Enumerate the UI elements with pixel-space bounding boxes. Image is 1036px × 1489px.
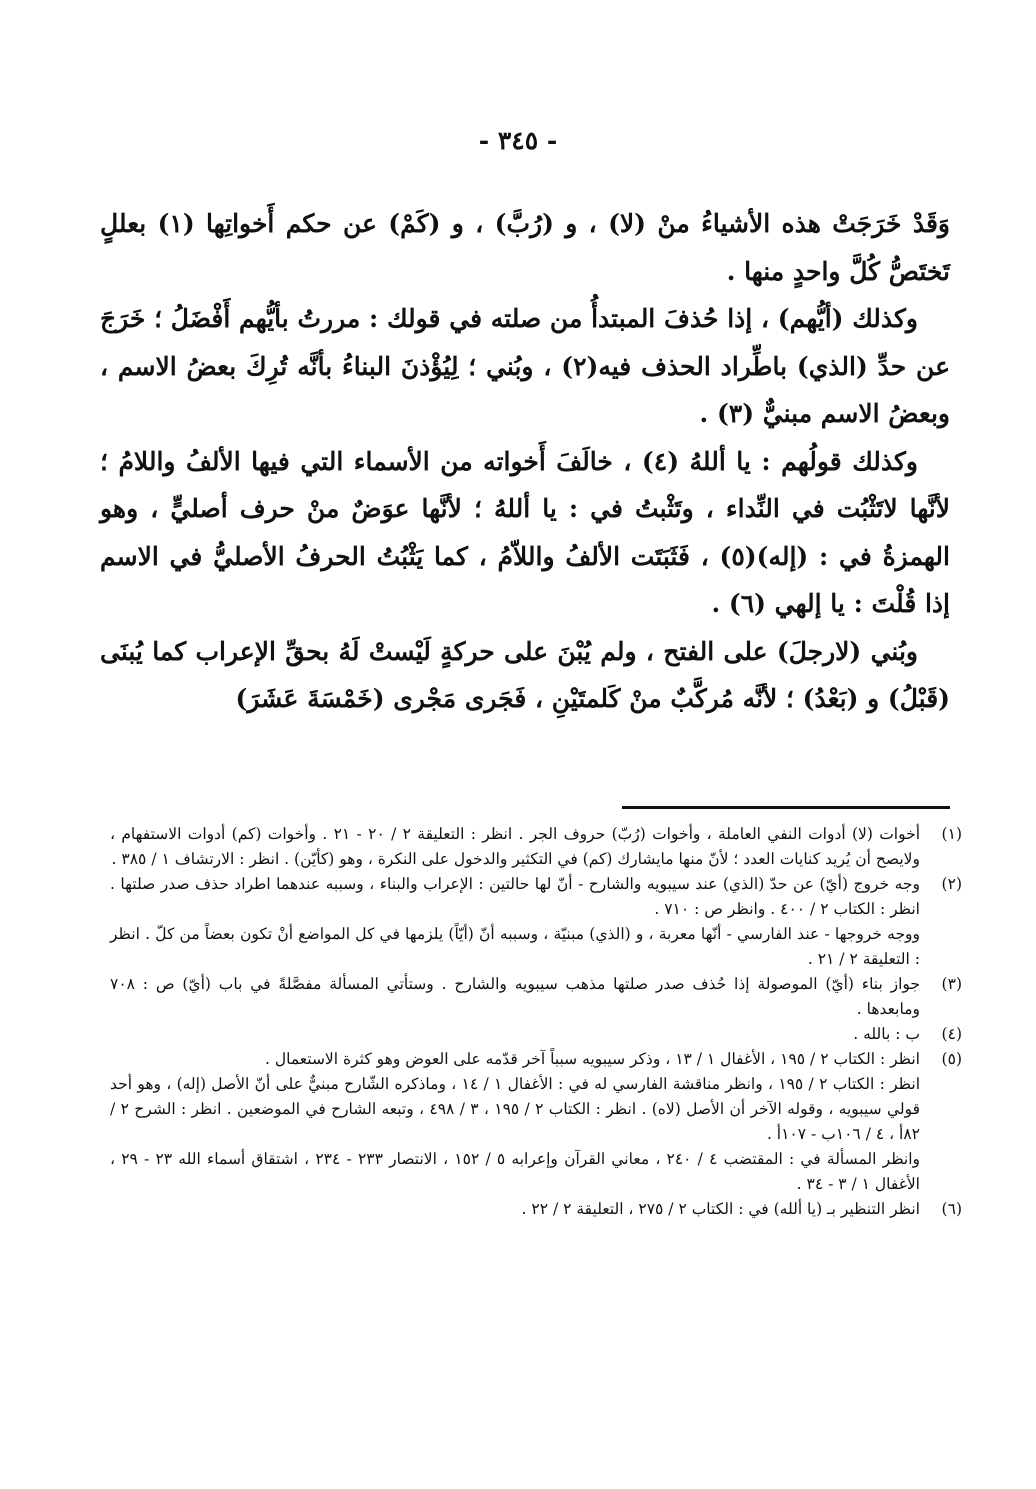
footnote-continuation: وانظر المسألة في : المقتضب ٤ / ٢٤٠ ، معاني القرآن وإعرابه ٥ / ١٥٢ ، الانتصار ٢٣٣ - ٢٣٤ ، اشتقاق أسماء الله ٢٣ - ٢٩ ، الأغفال ١ / ٣ - ٣٤ .	[110, 1150, 921, 1193]
footnote-number: (٣)	[941, 975, 962, 993]
page-number: - ٣٤٥ -	[478, 126, 558, 155]
footnote-number: (٦)	[941, 1200, 962, 1218]
footnote-text: انظر : الكتاب ٢ / ١٩٥ ، الأغفال ١ / ١٣ ، وذكر سيبويه سبباً آخر قدّمه على العوض وهو كثرة الاستعمال .	[264, 1050, 920, 1068]
footnote-number: (١)	[941, 825, 962, 843]
footnote-text: جواز بناء (أيّ) الموصولة إذا حُذف صدر صلتها مذهب سيبويه والشارح . وستأتي المسألة مفصَّلةً في باب (أيّ) ص : ٧٠٨ ومابعدها .	[110, 975, 920, 1018]
footnote-divider	[622, 806, 950, 809]
footnote-text: وجه خروج (أيّ) عن حدّ (الذي) عند سيبويه والشارح - أنّ لها حالتين : الإعراب والبناء ، وسببه عندهما اطراد حذف صدر صلتها . انظر : الكتاب ٢ / ٤٠٠ . وانظر ص : ٧١٠ .	[110, 875, 920, 918]
footnote-number: (٥)	[941, 1050, 962, 1068]
footnote-continuation: انظر : الكتاب ٢ / ١٩٥ ، وانظر مناقشة الفارسي له في : الأغفال ١ / ١٤ ، وماذكره الشّارح مبنيٌّ على أنّ الأصل (إله) ، وهو أحد قولي سيبويه ، وقوله الآخر أن الأصل (لاه) . انظر : الكتاب ٢ / ١٩٥ ، ٣ / ٤٩٨ ، وتبعه الشارح في الموضعين . انظر : الشرح ٢ / ٨٢أ ، ٤ / ١٠٦ب - ١٠٧أ .	[110, 1075, 921, 1143]
footnote-number: (٤)	[941, 1025, 962, 1043]
paragraph: وكذلك (أيُّهم) ، إذا حُذفَ المبتدأُ من صلته في قولك : مررتُ بأيُّهم أَفْضَلُ ؛ خَرَجَ عن حدِّ (الذي) باطِّراد الحذف فيه(٢) ، وبُني ؛ لِيُؤْذنَ البناءُ بأنَّه تُرِكَ بعضُ الاسم ، وبعضُ الاسم مبنيٌّ (٣) .	[100, 304, 950, 428]
footnotes	[110, 822, 962, 1222]
footnote-1	[110, 822, 962, 872]
paragraph: وبُني (لارجلَ) على الفتح ، ولم يُبْنَ على حركةٍ لَيْستْ لَهُ بحقِّ الإعراب كما يُبنَى (قَبْلُ) و (بَعْدُ) ؛ لأنَّه مُركَّبٌ منْ كَلمتَيْنِ ، فَجَرى مَجْرى (خَمْسَةَ عَشَرَ)	[100, 636, 950, 713]
footnote-text: أخوات (لا) أدوات النفي العاملة ، وأخوات (رُبّ) حروف الجر . انظر : التعليقة ٢ / ٢٠ - ٢١ . وأخوات (كم) أدوات الاستفهام ، ولايصح أن يُريد كنايات العدد ؛ لأنّ منها مايشارك (كم) في التكثير والدخول على النكرة ، وهو (كأيّن) . انظر : الارتشاف ١ / ٣٨٥ .	[110, 825, 921, 868]
footnote-number: (٢)	[941, 875, 962, 893]
footnote-text: انظر التنظير بـ (يا ألله) في : الكتاب ٢ / ٢٧٥ ، التعليقة ٢ / ٢٢ .	[521, 1200, 920, 1218]
paragraph: وكذلك قولُهم : يا أللهُ (٤) ، خالَفَ أَخواته من الأسماء التي فيها الألفُ واللامُ ؛ لأنَّها لاتَثْبُت في النِّداء ، وتَثْبتُ في : يا أللهُ ؛ لأنَّها عوَضٌ منْ حرف أصليٍّ ، وهو الهمزةُ في : (إله)(٥) ، فَثَبَتَت الألفُ واللاّمُ ، كما يَثْبُتُ الحرفُ الأصليُّ في الاسم إذا قُلْتَ : يا إلهي (٦) .	[100, 446, 950, 618]
main-text	[100, 200, 950, 723]
footnote-5	[110, 1047, 962, 1072]
paragraph: وَقَدْ خَرَجَتْ هذه الأشياءُ منْ (لا) ، و (رُبَّ) ، و (كَمْ) عن حكم أَخواتِها (١) بعللٍ تَختَصُّ كُلَّ واحدٍ منها .	[100, 209, 950, 286]
footnote-continuation: ووجه خروجها - عند الفارسي - أنّها معربة ، و (الذي) مبنيّة ، وسببه أنّ (أيّاً) يلزمها في كل المواضع أنْ تكون بعضاً من كلّ . انظر : التعليقة ٢ / ٢١ .	[110, 925, 920, 968]
footnote-3	[110, 972, 962, 1022]
footnote-2	[110, 872, 962, 922]
footnote-4	[110, 1022, 962, 1047]
footnote-6	[110, 1197, 962, 1222]
footnote-text: ب : بالله .	[853, 1025, 920, 1043]
